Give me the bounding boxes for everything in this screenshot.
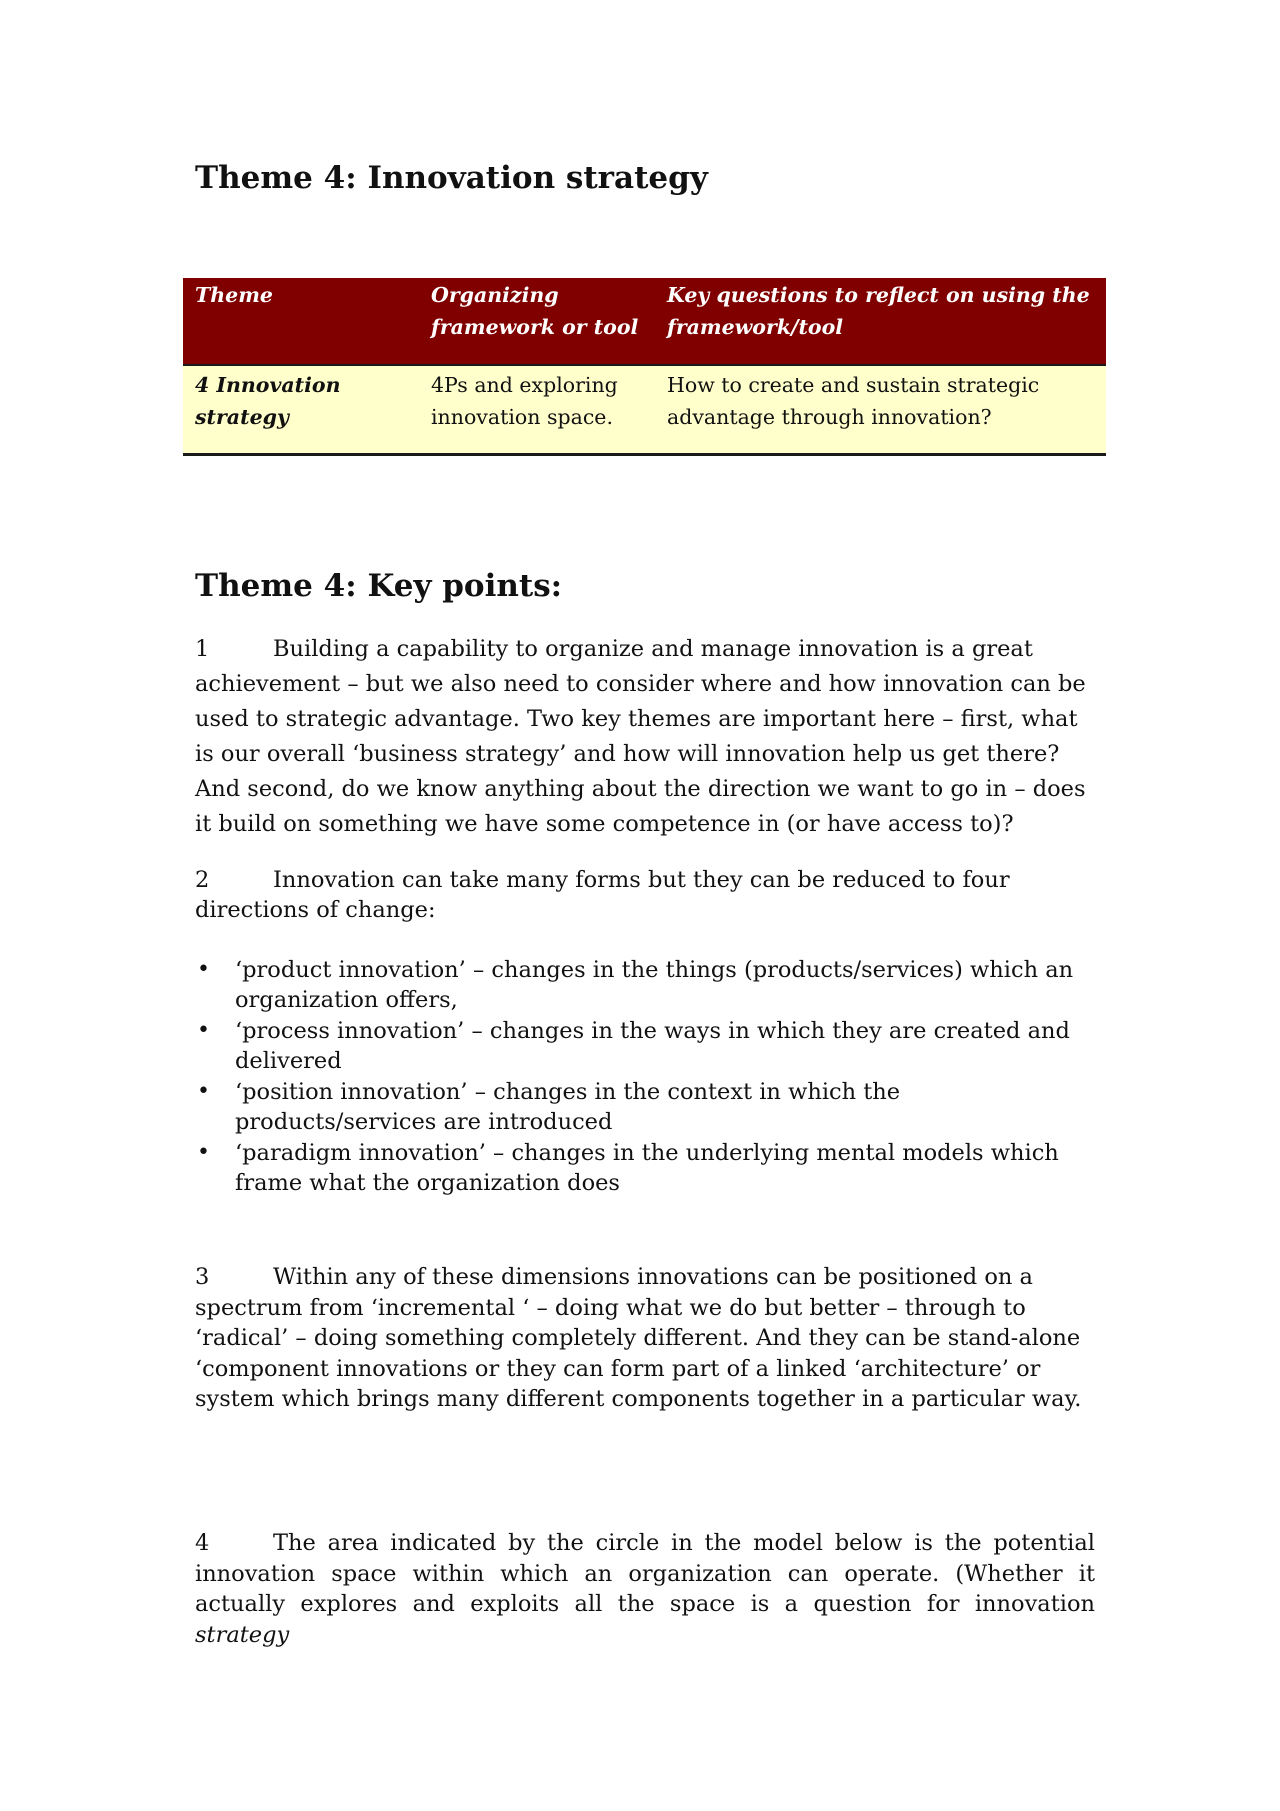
list-item-text: ‘paradigm innovation’ – changes in the underlying mental models which frame what the organization does [235,1140,1059,1196]
list-item-text: ‘process innovation’ – changes in the ways in which they are created and delivered [235,1018,1070,1074]
list-item [195,1016,1095,1076]
theme-table [183,278,1106,456]
list-item [195,1138,1095,1198]
table-row [183,365,1106,454]
table-header-row [183,278,1106,365]
key-point-3 [195,1262,1095,1415]
point-emphasis: strategy [195,1621,290,1648]
table-cell-questions: How to create and sustain strategic advantage through innovation? [655,365,1106,454]
point-text: Innovation can take many forms but they can be reduced to four directions of change: [195,867,1010,923]
point-number: 2 [195,867,210,893]
table-cell-theme: 4 Innovation strategy [183,365,419,454]
list-item-text: ‘product innovation’ – changes in the things (products/services) which an organization offers, [235,957,1074,1013]
page-title: Theme 4: Innovation strategy [195,160,708,196]
bullet-icon: • [197,1079,210,1104]
key-point-1 [195,632,1095,842]
point-number: 4 [195,1530,210,1556]
section-heading: Theme 4: Key points: [195,568,563,604]
bullet-icon: • [197,1140,210,1165]
point-number: 1 [195,636,210,662]
table-cell-framework: 4Ps and exploring innovation space. [419,365,655,454]
table-header-theme: Theme [183,278,419,365]
point-text: Within any of these dimensions innovations can be positioned on a spectrum from ‘incremental ‘ – doing what we do but better – through to ‘radical’ – doing something completely different. And they can be stand-alone ‘component innovations or they can form part of a linked ‘architecture’ or system which brings many different components together in a particular way. [195,1264,1082,1412]
list-item [195,955,1095,1015]
list-item-text: ‘position innovation’ – changes in the context in which the products/services are introduced [235,1079,901,1135]
key-point-4 [195,1528,1095,1650]
directions-list [195,955,1095,1199]
point-number: 3 [195,1264,210,1290]
table-header-questions: Key questions to reflect on using the framework/tool [655,278,1106,365]
table-header-framework: Organizing framework or tool [419,278,655,365]
point-text: Building a capability to organize and manage innovation is a great achievement – but we also need to consider where and how innovation can be used to strategic advantage. Two key themes are important here – first, what is our overall ‘business strategy’ and how will innovation help us get there? And second, do we know anything about the direction we want to go in – does it build on something we have some competence in (or have access to)? [195,636,1086,837]
bullet-icon: • [197,1018,210,1043]
bullet-icon: • [197,957,210,982]
point-text: The area indicated by the circle in the model below is the potential innovation space within which an organization can operate. (Whether it actually explores and exploits all the space is a question for innovation [195,1530,1095,1617]
list-item [195,1077,1095,1137]
key-point-2 [195,865,1095,925]
